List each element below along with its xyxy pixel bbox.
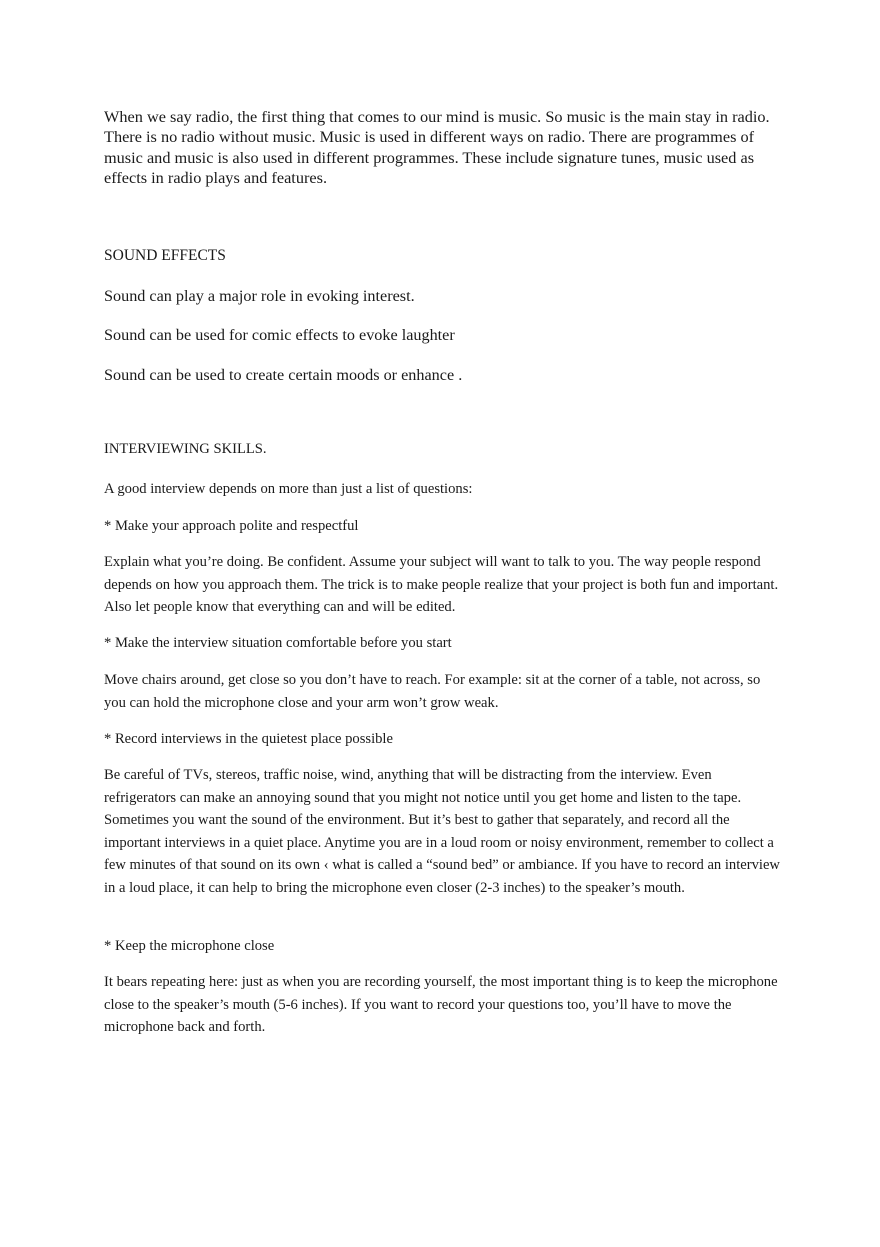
interview-tip-bullet: * Record interviews in the quietest place possible bbox=[104, 731, 393, 747]
sound-effects-heading: SOUND EFFECTS bbox=[104, 247, 226, 264]
interview-tip-text: It bears repeating here: just as when you are recording yourself, the most important thing is to keep the microphone close to the speaker’s mouth (5-6 inches). If you want to record your questions too, you’ll have to move the microphone back and forth. bbox=[104, 974, 778, 1035]
interview-tip-bullet: * Make your approach polite and respectful bbox=[104, 518, 359, 534]
interview-tip-text: Be careful of TVs, stereos, traffic noise, wind, anything that will be distracting from the interview. Even refrigerators can make an annoying sound that you might not notice until you get home and listen to the tape. Sometimes you want the sound of the environment. But it’s best to gather that separately, and record all the important interviews in a quiet place. Anytime you are in a loud room or noisy environment, remember to collect a few minutes of that sound on its own ‹ what is called a “sound bed” or ambiance. If you have to record an interview in a loud place, it can help to bring the microphone even closer (2-3 inches) to the speaker’s mouth. bbox=[104, 767, 780, 896]
intro-paragraph: When we say radio, the first thing that comes to our mind is music. So music is the main stay in radio. There is no radio without music. Music is used in different ways on radio. There are programmes of music and music is also used in different programmes. These include signature tunes, music used as effects in radio plays and features. bbox=[104, 107, 770, 187]
sound-effects-item: Sound can be used to create certain moods or enhance . bbox=[104, 366, 463, 384]
interview-tip-text: Explain what you’re doing. Be confident. Assume your subject will want to talk to you. The way people respond depends on how you approach them. The trick is to make people realize that your project is both fun and important. Also let people know that everything can and will be edited. bbox=[104, 554, 779, 615]
interview-tip-bullet: * Make the interview situation comfortable before you start bbox=[104, 635, 452, 651]
interviewing-skills-heading: INTERVIEWING SKILLS. bbox=[104, 441, 267, 457]
sound-effects-item: Sound can play a major role in evoking interest. bbox=[104, 287, 415, 305]
interview-tip-text: Move chairs around, get close so you don’t have to reach. For example: sit at the corner of a table, not across, so you can hold the microphone close and your arm won’t grow weak. bbox=[104, 672, 761, 711]
sound-effects-item: Sound can be used for comic effects to evoke laughter bbox=[104, 326, 455, 344]
interview-tip-bullet: * Keep the microphone close bbox=[104, 938, 275, 954]
interviewing-skills-intro: A good interview depends on more than just a list of questions: bbox=[104, 481, 473, 497]
